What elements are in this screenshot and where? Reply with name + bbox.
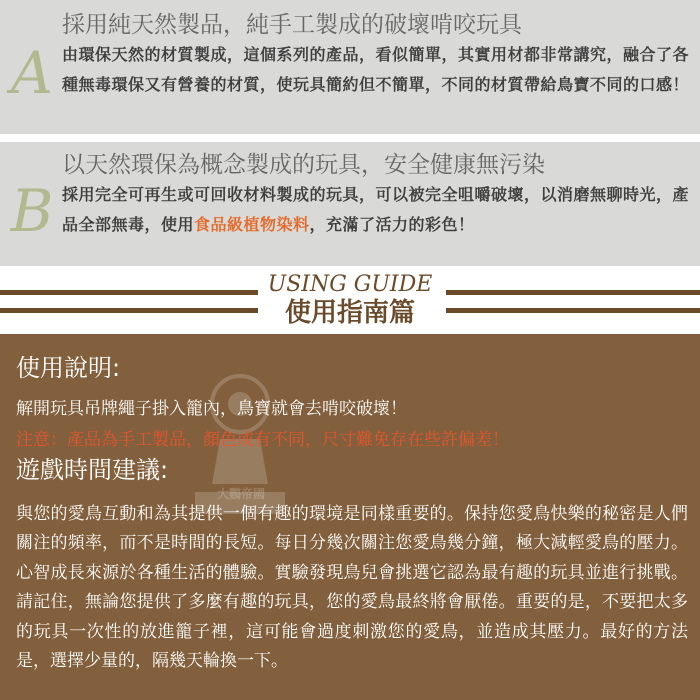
section-a-panel [0,0,700,134]
section-a-body: 由環保天然的材質製成，這個系列的產品，看似簡單，其實用材都非常講究，融合了各種無毒環保又有營養的材質，使玩具簡約但不簡單，不同的材質帶給鳥寶不同的口感！ [62,45,690,94]
instructions-warning: 注意：產品為手工製品，顏色或有不同，尺寸難免存在些許偏差！ [16,430,509,450]
section-b-letter: B [10,177,54,245]
section-b-body-end: ，充滿了活力的彩色！ [309,215,475,234]
playtime-body: 與您的愛鳥互動和為其提供一個有趣的環境是同樣重要的。保持您愛鳥快樂的秘密是人們關注的頻率，而不是時間的長短。每日分幾次關注您愛鳥幾分鐘，極大減輕愛鳥的壓力。心智成長來源於各種生活的體驗。實驗發現鳥兒會挑選它認為最有趣的玩具並進行挑戰。請記住，無論您提供了多麼有趣的玩具，您的愛鳥最終將會厭倦。重要的是，不要把太多的玩具一次性的放進籠子裡，這可能會過度刺激您的愛鳥，並造成其壓力。最好的方法是，選擇少量的，隔幾天輪換一下。 [16,504,688,672]
guide-english-title: USING GUIDE [267,272,433,297]
instructions-title: 使用說明: [16,354,121,382]
playtime-title: 遊戲時間建議: [16,456,169,484]
watermark-text: 大鸚帝國 [216,487,265,501]
section-b-body-text: 採用完全可再生或可回收材料製成的玩具，可以被完全咀嚼破壞，以消磨無聊時光，產品全部無毒，使用 [62,185,690,234]
section-b-panel [0,142,700,266]
section-a-title: 採用純天然製品，純手工製成的破壞啃咬玩具 [62,12,522,38]
using-guide-header [0,268,700,334]
instructions-line: 解開玩具吊牌繩子掛入籠內，鳥寶就會去啃咬破壞！ [16,399,407,419]
section-b-highlight: 食品級植物染料 [194,215,310,234]
guide-chinese-title: 使用指南篇 [284,298,415,328]
section-b-body [62,180,690,240]
section-b-title: 以天然環保為概念製成的玩具，安全健康無污染 [62,152,545,178]
instructions-panel [0,334,700,700]
section-a-letter: A [11,39,53,107]
